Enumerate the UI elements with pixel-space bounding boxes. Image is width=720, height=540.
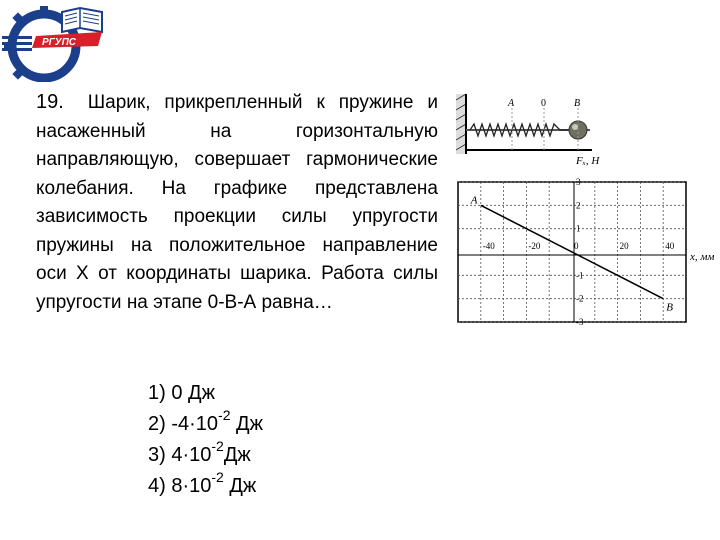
- answer-option-2[interactable]: 2) $-4\cdot 10^{-2}$ Дж: [148, 407, 263, 435]
- spring-apparatus: [456, 94, 592, 154]
- rgups-logo: [2, 2, 112, 82]
- force-graph: [458, 155, 714, 327]
- spring-label-a: A: [508, 98, 515, 109]
- physics-figure: [452, 90, 718, 330]
- question-text: Шарик, прикрепленный к пружине и насаженный на горизонтальную направляющую, совершает гармонические колебания. На графике представлена зависимость проекции силы упругости пружины на положительное направление оси Х от координаты шарика. Работа силы упругости на этапе 0-В-А равна…: [36, 92, 438, 313]
- question-text-block: [36, 88, 438, 317]
- logo-text: РГУПС: [42, 37, 76, 48]
- y-tick-label: -2: [576, 293, 584, 304]
- rails-icon: [2, 36, 32, 51]
- x-axis-label: x, мм: [690, 251, 715, 263]
- x-tick-label: 40: [665, 241, 675, 251]
- question-number: 19.: [36, 91, 64, 113]
- y-tick-label: -1: [576, 270, 584, 281]
- answer-option-4[interactable]: 4) $8\cdot 10^{-2}$ Дж: [148, 469, 257, 497]
- y-tick-label: 2: [576, 200, 581, 211]
- point-a-label: A: [470, 194, 478, 207]
- y-tick-label: -3: [576, 317, 584, 327]
- y-tick-label: 1: [576, 223, 581, 234]
- spring-label-b: B: [574, 98, 581, 109]
- x-tick-label: 0: [574, 241, 579, 251]
- point-b-label: B: [666, 301, 673, 314]
- y-tick-label: 3: [576, 177, 581, 187]
- x-tick-label: -20: [528, 241, 541, 251]
- answer-option-1[interactable]: 1) 0 Дж: [148, 382, 215, 404]
- x-tick-label: -40: [482, 241, 495, 251]
- answer-option-3[interactable]: 3) $4\cdot 10^{-2}Дж$: [148, 438, 251, 466]
- y-axis-label: Fₓ, Н: [576, 155, 600, 167]
- x-tick-label: 20: [619, 241, 629, 251]
- spring-label-zero: 0: [541, 98, 546, 109]
- book-icon: [62, 8, 102, 32]
- answer-options: [148, 378, 263, 502]
